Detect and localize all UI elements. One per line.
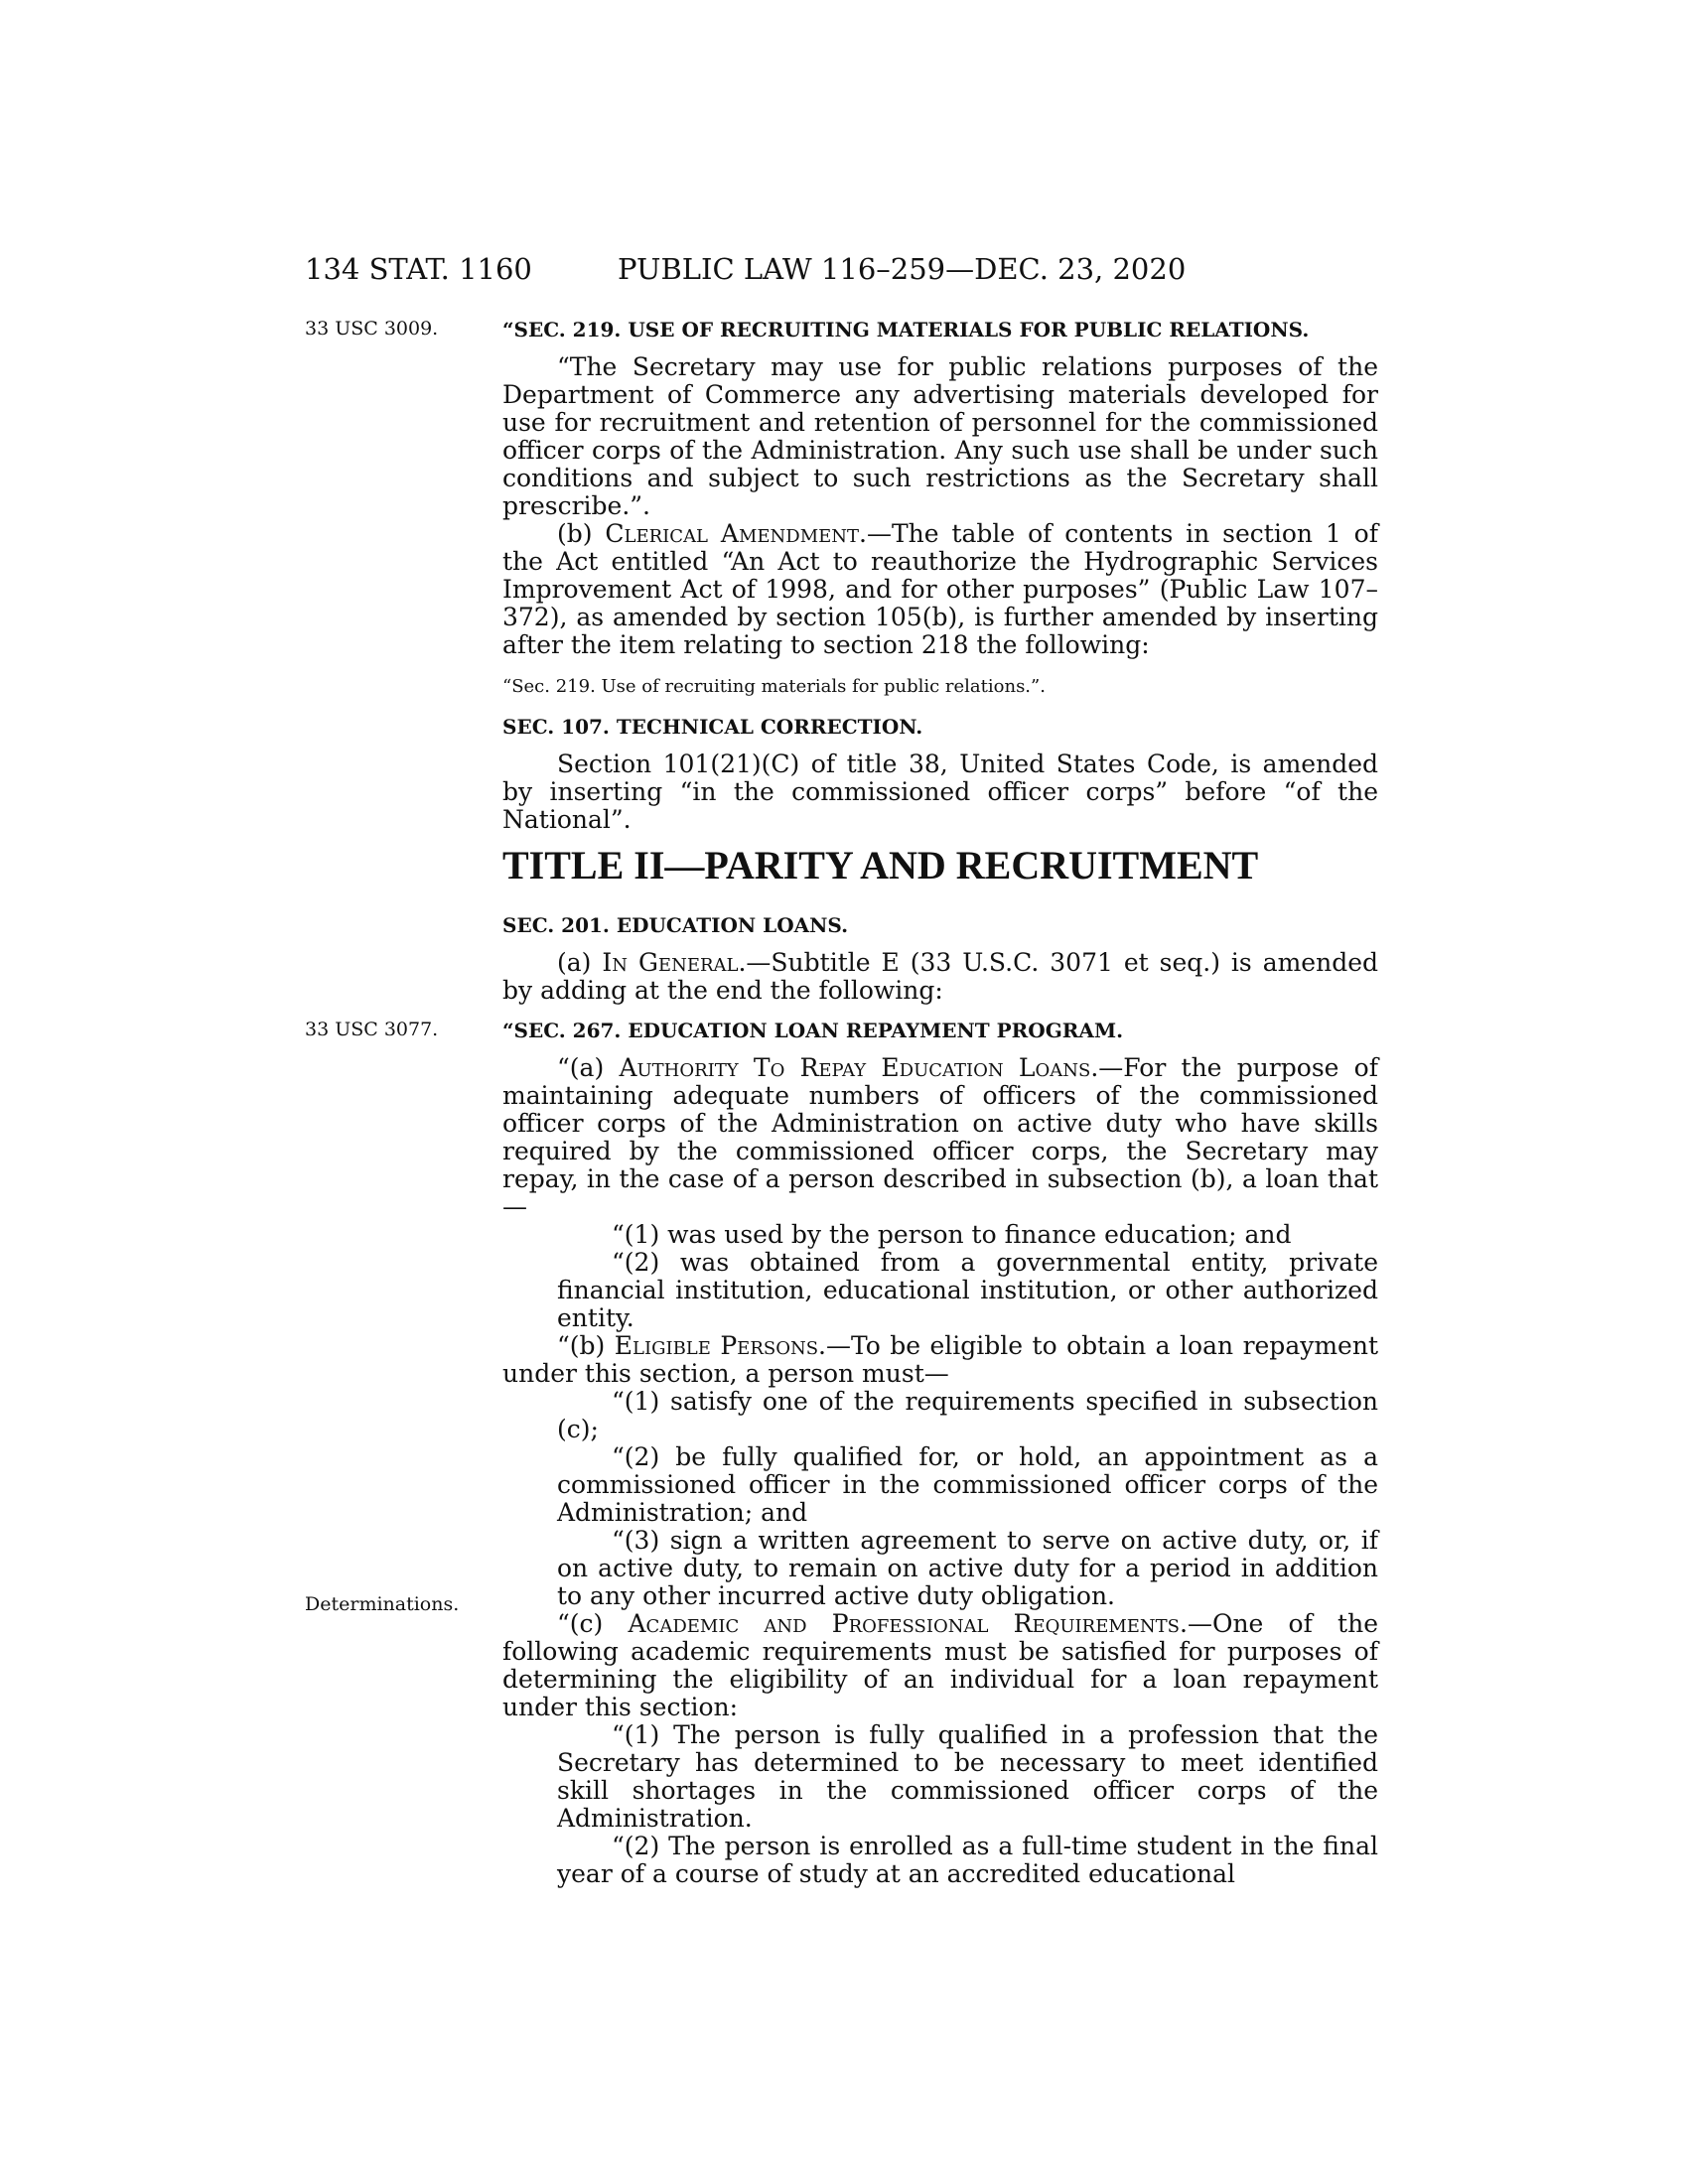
subsection-a-item-1: “(1) was used by the person to finance education; and	[612, 1220, 1292, 1249]
subsection-a-item-2: “(2) was obtained from a governmental entity, private financial institution, educational institution, or other authorized entity.	[557, 1248, 1378, 1332]
toc-entry: “Sec. 219. Use of recruiting materials for public relations.”.	[502, 676, 1046, 697]
sec-107-heading: SEC. 107. TECHNICAL CORRECTION.	[502, 715, 923, 739]
clerical-amendment-paragraph: (b) Clerical Amendment.—The table of contents in section 1 of the Act entitled “An Act to reauthorize the Hydrographic Services Improvement Act of 1998, and for other purposes” (Public Law 107–372), as amended by section 105(b), is further amended by inserting after the item relating to section 218 the following:	[502, 519, 1378, 659]
sec-267-block	[502, 1017, 1378, 1888]
subsection-c-label: Academic and Professional Requirements.	[628, 1609, 1188, 1638]
page-number-header: 134 STAT. 1160	[305, 252, 532, 286]
in-general-label: In General.	[602, 948, 747, 977]
subsection-b: “(b) Eligible Persons.—To be eligible to obtain a loan repayment under this section, a person must—	[502, 1331, 1378, 1388]
subsection-b-item-1: “(1) satisfy one of the requirements specified in subsection (c);	[557, 1387, 1378, 1443]
sec-267-heading: “SEC. 267. EDUCATION LOAN REPAYMENT PROGRAM.	[502, 1019, 1124, 1042]
public-law-header: PUBLIC LAW 116–259—DEC. 23, 2020	[618, 252, 1187, 286]
subsection-a: “(a) Authority To Repay Education Loans.—For the purpose of maintaining adequate numbers of officers of the commissioned officer corps of the Administration on active duty who have skills required by the commissioned officer corps, the Secretary may repay, in the case of a person described in subsection (b), a loan that—	[502, 1053, 1378, 1221]
clerical-amendment-label: Clerical Amendment.	[605, 519, 867, 548]
subsection-b-item-3: “(3) sign a written agreement to serve on active duty, or, if on active duty, to remain on active duty for a period in addition to any other incurred active duty obligation.	[557, 1526, 1378, 1610]
sec-107-text: Section 101(21)(C) of title 38, United States Code, is amended by inserting “in the commissioned officer corps” before “of the National”.	[502, 750, 1378, 834]
sec-219-heading: “SEC. 219. USE OF RECRUITING MATERIALS FOR PUBLIC RELATIONS.	[502, 318, 1310, 341]
subsection-b-label: Eligible Persons.	[614, 1331, 826, 1360]
subsection-a-label: Authority To Repay Education Loans.	[619, 1053, 1099, 1082]
margin-note-33-usc-3009: 33 USC 3009.	[305, 318, 439, 340]
margin-note-determinations: Determinations.	[305, 1593, 460, 1615]
sec-219-text: “The Secretary may use for public relations purposes of the Department of Commerce any advertising materials developed for use for recruitment and retention of personnel for the commissioned officer corps of the Administration. Any such use shall be under such conditions and subject to such restrictions as the Secretary shall prescribe.”.	[502, 352, 1378, 520]
subsection-c-item-1: “(1) The person is fully qualified in a profession that the Secretary has determined to be necessary to meet identified skill shortages in the commissioned officer corps of the Administration.	[557, 1720, 1378, 1833]
subsection-c-item-2: “(2) The person is enrolled as a full-time student in the final year of a course of study at an accredited educational	[557, 1832, 1378, 1888]
sec-201-text: (a) In General.—Subtitle E (33 U.S.C. 3071 et seq.) is amended by adding at the end the following:	[502, 948, 1379, 1005]
subsection-b-item-2: “(2) be fully qualified for, or hold, an appointment as a commissioned officer in the commissioned officer corps of the Administration; and	[557, 1442, 1378, 1527]
margin-note-33-usc-3077: 33 USC 3077.	[305, 1019, 439, 1040]
subsection-c: “(c) Academic and Professional Requirements.—One of the following academic requirements must be satisfied for purposes of determining the eligibility of an individual for a loan repayment under this section:	[502, 1609, 1378, 1721]
title-ii-heading: TITLE II—PARITY AND RECRUITMENT	[502, 843, 1259, 887]
title-ii-block	[502, 842, 1378, 1005]
sec-201-heading: SEC. 201. EDUCATION LOANS.	[502, 913, 849, 937]
sec-219-block	[502, 316, 1378, 834]
